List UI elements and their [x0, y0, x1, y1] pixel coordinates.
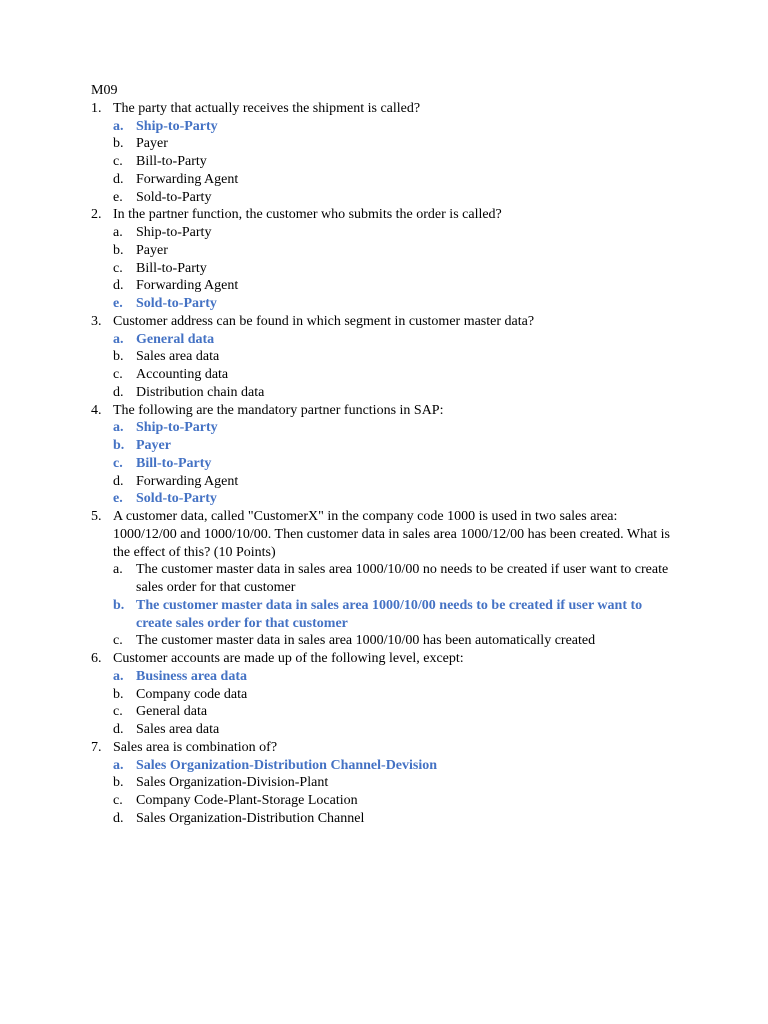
- document-content: [91, 82, 681, 828]
- option-text: Forwarding Agent: [136, 171, 239, 187]
- option-text: Bill-to-Party: [136, 154, 207, 169]
- option-letter: d.: [113, 722, 124, 737]
- answer-option: [91, 366, 681, 384]
- option-letter: b.: [113, 438, 125, 453]
- question-number: 7.: [91, 739, 102, 755]
- option-text: Sales area data: [136, 722, 220, 737]
- option-text: Bill-to-Party: [136, 260, 207, 276]
- answer-option: [91, 384, 681, 402]
- question-text: Customer address can be found in which segment in customer master data?: [113, 313, 535, 329]
- option-text: Forwarding Agent: [136, 473, 239, 489]
- option-letter: d.: [113, 278, 124, 294]
- option-letter: d.: [113, 171, 124, 187]
- option-letter: a.: [113, 562, 123, 578]
- option-text: The customer master data in sales area 1000/10/00 has been automatically created: [136, 633, 596, 649]
- option-letter: e.: [113, 491, 123, 507]
- option-letter: b.: [113, 775, 124, 791]
- question-7: [91, 739, 681, 757]
- answer-option-correct: [91, 419, 681, 437]
- option-letter: c.: [113, 704, 123, 720]
- question-6: [91, 650, 681, 668]
- option-letter: e.: [113, 189, 123, 205]
- option-letter: c.: [113, 260, 123, 276]
- option-text: General data: [136, 704, 208, 720]
- question-number: 5.: [91, 509, 102, 524]
- answer-option: [91, 721, 681, 739]
- question-number: 3.: [91, 313, 102, 329]
- answer-option-correct: [91, 597, 681, 633]
- answer-option: [91, 189, 681, 207]
- answer-option: [91, 473, 681, 491]
- option-letter: c.: [113, 367, 123, 382]
- option-text: Company Code-Plant-Storage Location: [136, 793, 358, 808]
- option-letter: c.: [113, 154, 123, 169]
- option-letter: a.: [113, 331, 124, 347]
- question-number: 6.: [91, 651, 102, 666]
- answer-option: [91, 792, 681, 810]
- answer-option: [91, 810, 681, 828]
- question-number: 1.: [91, 100, 102, 116]
- question-5: [91, 508, 681, 561]
- option-text: Payer: [136, 438, 171, 453]
- option-text: Forwarding Agent: [136, 278, 239, 294]
- answer-option: [91, 135, 681, 153]
- option-text: The customer master data in sales area 1000/10/00 needs to be created if user want to create sales order for that customer: [136, 597, 643, 631]
- option-text: Payer: [136, 242, 168, 258]
- option-letter: a.: [113, 668, 124, 684]
- option-letter: b.: [113, 136, 124, 152]
- option-text: Sales Organization-Division-Plant: [136, 775, 329, 791]
- option-letter: c.: [113, 455, 123, 471]
- question-2: [91, 206, 681, 224]
- option-letter: b.: [113, 686, 124, 702]
- option-text: General data: [136, 331, 215, 347]
- document-title: M09: [91, 83, 118, 98]
- answer-option-correct: [91, 455, 681, 473]
- option-text: Payer: [136, 136, 168, 152]
- question-number: 4.: [91, 402, 102, 418]
- option-letter: e.: [113, 296, 123, 311]
- question-text: The party that actually receives the shipment is called?: [113, 100, 421, 116]
- answer-option-correct: [91, 490, 681, 508]
- option-text: Business area data: [136, 668, 247, 684]
- question-3: [91, 313, 681, 331]
- answer-option: [91, 277, 681, 295]
- option-text: Bill-to-Party: [136, 455, 212, 471]
- option-letter: b.: [113, 597, 125, 613]
- option-letter: a.: [113, 420, 124, 436]
- option-text: The customer master data in sales area 1000/10/00 no needs to be created if user want to create sales order for that customer: [136, 562, 669, 595]
- option-letter: c.: [113, 793, 123, 808]
- option-letter: d.: [113, 384, 124, 400]
- question-text: The following are the mandatory partner functions in SAP:: [113, 402, 444, 418]
- option-text: Ship-to-Party: [136, 225, 212, 240]
- question-list: [91, 100, 681, 828]
- answer-option: [91, 224, 681, 242]
- question-number: 2.: [91, 207, 102, 223]
- option-text: Sales area data: [136, 349, 220, 365]
- answer-option: [91, 686, 681, 704]
- answer-option: [91, 171, 681, 189]
- question-text: A customer data, called "CustomerX" in the company code 1000 is used in two sales area: 1000/12/00 and 1000/10/00. Then customer data in sales area 1000/12/00 has been created. What is the effect of this? (10 Points): [113, 509, 671, 560]
- option-letter: a.: [113, 757, 124, 773]
- answer-option: [91, 242, 681, 260]
- option-text: Accounting data: [136, 367, 229, 382]
- answer-option-correct: [91, 437, 681, 455]
- question-text: In the partner function, the customer who submits the order is called?: [113, 207, 502, 223]
- option-letter: d.: [113, 810, 124, 826]
- option-text: Sales Organization-Distribution Channel: [136, 810, 365, 826]
- answer-option: [91, 703, 681, 721]
- option-text: Ship-to-Party: [136, 118, 218, 134]
- option-text: Sales Organization-Distribution Channel-Devision: [136, 757, 438, 773]
- question-4: [91, 402, 681, 420]
- question-text: Sales area is combination of?: [113, 739, 278, 755]
- option-letter: b.: [113, 242, 124, 258]
- option-text: Ship-to-Party: [136, 420, 218, 436]
- option-letter: a.: [113, 225, 123, 240]
- answer-option: [91, 774, 681, 792]
- option-text: Sold-to-Party: [136, 296, 217, 311]
- question-1: [91, 100, 681, 118]
- answer-option-correct: [91, 118, 681, 136]
- option-letter: a.: [113, 118, 124, 134]
- answer-option-correct: [91, 331, 681, 349]
- option-letter: d.: [113, 473, 124, 489]
- option-text: Sold-to-Party: [136, 491, 217, 507]
- answer-option: [91, 632, 681, 650]
- option-text: Sold-to-Party: [136, 189, 212, 205]
- answer-option-correct: [91, 295, 681, 313]
- answer-option: [91, 348, 681, 366]
- answer-option-correct: [91, 757, 681, 775]
- option-text: Company code data: [136, 686, 248, 702]
- question-text: Customer accounts are made up of the following level, except:: [113, 651, 464, 666]
- option-letter: b.: [113, 349, 124, 365]
- answer-option-correct: [91, 668, 681, 686]
- answer-option: [91, 260, 681, 278]
- answer-option: [91, 561, 681, 597]
- answer-option: [91, 153, 681, 171]
- option-letter: c.: [113, 633, 123, 649]
- option-text: Distribution chain data: [136, 384, 265, 400]
